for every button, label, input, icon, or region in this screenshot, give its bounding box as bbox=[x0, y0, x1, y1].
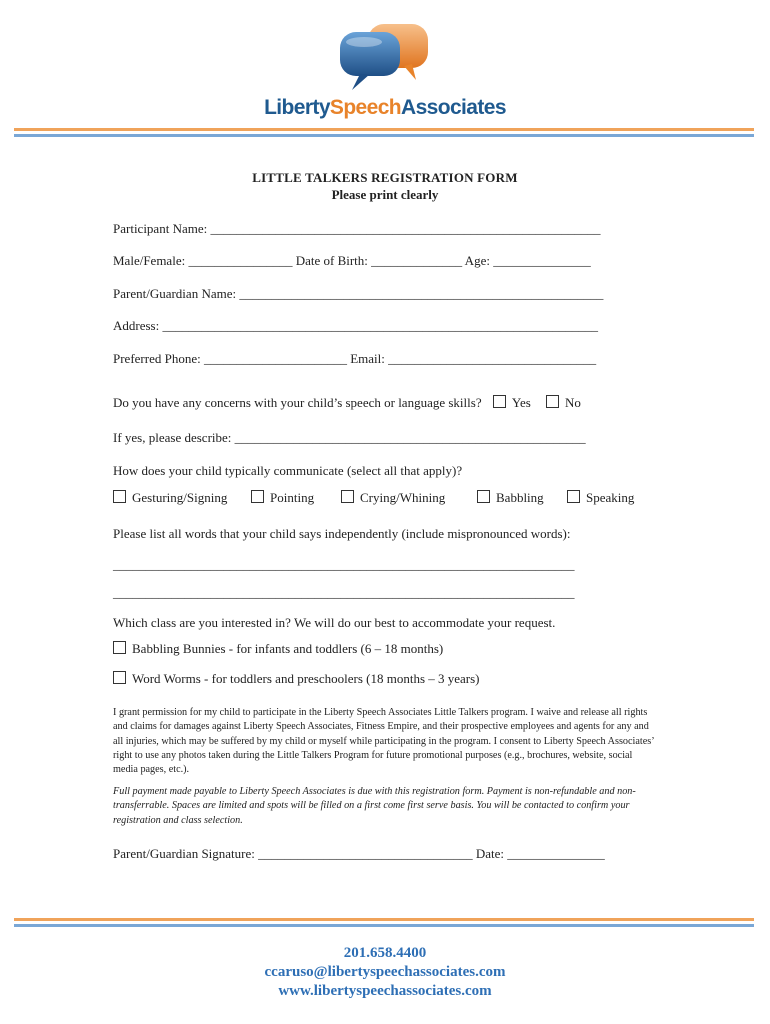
babbling-bunnies-label: Babbling Bunnies - for infants and toddlers (6 – 18 months) bbox=[132, 641, 444, 656]
participant-name-field[interactable]: Participant Name: ____________________________________________________________ bbox=[113, 221, 601, 236]
option-babbling[interactable] bbox=[477, 490, 544, 506]
pointing-checkbox[interactable] bbox=[251, 490, 264, 503]
communicate-question: How does your child typically communicate (select all that apply)? bbox=[113, 463, 463, 478]
crying-checkbox[interactable] bbox=[341, 490, 354, 503]
option-speaking[interactable] bbox=[567, 490, 634, 506]
class-question: Which class are you interested in? We will do our best to accommodate your request. bbox=[113, 615, 556, 630]
footer-email[interactable]: ccaruso@libertyspeechassociates.com bbox=[264, 964, 506, 980]
if-yes-describe-field[interactable]: If yes, please describe: ______________________________________________________ bbox=[113, 430, 586, 445]
concern-question-text: Do you have any concerns with your child’s speech or language skills? bbox=[113, 395, 482, 410]
speech-bubbles-logo-icon bbox=[334, 22, 434, 94]
words-line-2[interactable]: _______________________________________________________________________ bbox=[113, 585, 575, 600]
babbling-checkbox[interactable] bbox=[477, 490, 490, 503]
speaking-label: Speaking bbox=[586, 490, 635, 505]
option-crying[interactable] bbox=[341, 490, 445, 506]
permission-paragraph: I grant permission for my child to participate in the Liberty Speech Associates Little Talkers program. I waive and release all rights and claims for damages against Liberty Speech Associates, Fitness Empire, and their prospective employees and agents for any and all injuries, which may be suffered by my child or myself while participating in the program. I consent to Liberty Speech Associates’ right to use any photos taken during the Little Talkers Program for future promotional purposes (e.g., brochures, website, social media pages, etc.). bbox=[113, 707, 654, 776]
footer-phone: 201.658.4400 bbox=[343, 945, 427, 961]
word-worms-checkbox[interactable] bbox=[113, 671, 126, 684]
concern-yes-label: Yes bbox=[511, 395, 531, 410]
header-divider bbox=[14, 128, 754, 137]
form-subtitle: Please print clearly bbox=[331, 187, 439, 202]
concern-yes-checkbox[interactable] bbox=[493, 395, 506, 408]
payment-paragraph: Full payment made payable to Liberty Speech Associates is due with this registration form. Payment is non-refundable and non-transferrable. Spaces are limited and spots will be filled on a first come first serve basis. You will be contacted to confirm your registration and class selection. bbox=[113, 786, 636, 826]
footer-divider bbox=[14, 918, 754, 927]
form-title: LITTLE TALKERS REGISTRATION FORM bbox=[252, 170, 518, 185]
words-prompt: Please list all words that your child says independently (include mispronounced words): bbox=[113, 526, 571, 541]
word-worms-label: Word Worms - for toddlers and preschoolers (18 months – 3 years) bbox=[132, 671, 480, 686]
speaking-checkbox[interactable] bbox=[567, 490, 580, 503]
phone-email-field[interactable]: Preferred Phone: ______________________ Email: ________________________________ bbox=[113, 351, 597, 366]
guardian-name-field[interactable]: Parent/Guardian Name: ________________________________________________________ bbox=[113, 286, 604, 301]
concern-question bbox=[113, 395, 581, 411]
babbling-label: Babbling bbox=[496, 490, 544, 505]
concern-no-checkbox[interactable] bbox=[546, 395, 559, 408]
babbling-bunnies-checkbox[interactable] bbox=[113, 641, 126, 654]
signature-date-field[interactable]: Parent/Guardian Signature: _________________________________ Date: _______________ bbox=[113, 846, 605, 861]
concern-no-label: No bbox=[565, 395, 581, 410]
footer-website[interactable]: www.libertyspeechassociates.com bbox=[278, 983, 492, 999]
pointing-label: Pointing bbox=[270, 490, 315, 505]
option-pointing[interactable] bbox=[251, 490, 314, 506]
option-gesturing[interactable] bbox=[113, 490, 227, 506]
sex-dob-age-field[interactable]: Male/Female: ________________ Date of Birth: ______________ Age: _______________ bbox=[113, 253, 591, 268]
address-field[interactable]: Address: ___________________________________________________________________ bbox=[113, 318, 598, 333]
gesturing-checkbox[interactable] bbox=[113, 490, 126, 503]
crying-label: Crying/Whining bbox=[360, 490, 446, 505]
words-line-1[interactable]: _______________________________________________________________________ bbox=[113, 557, 575, 572]
brand-name: LibertySpeechAssociates bbox=[264, 96, 506, 119]
class-option-babbling-bunnies[interactable] bbox=[113, 641, 443, 657]
gesturing-label: Gesturing/Signing bbox=[132, 490, 228, 505]
brand-logo bbox=[0, 14, 770, 120]
class-option-word-worms[interactable] bbox=[113, 671, 480, 687]
